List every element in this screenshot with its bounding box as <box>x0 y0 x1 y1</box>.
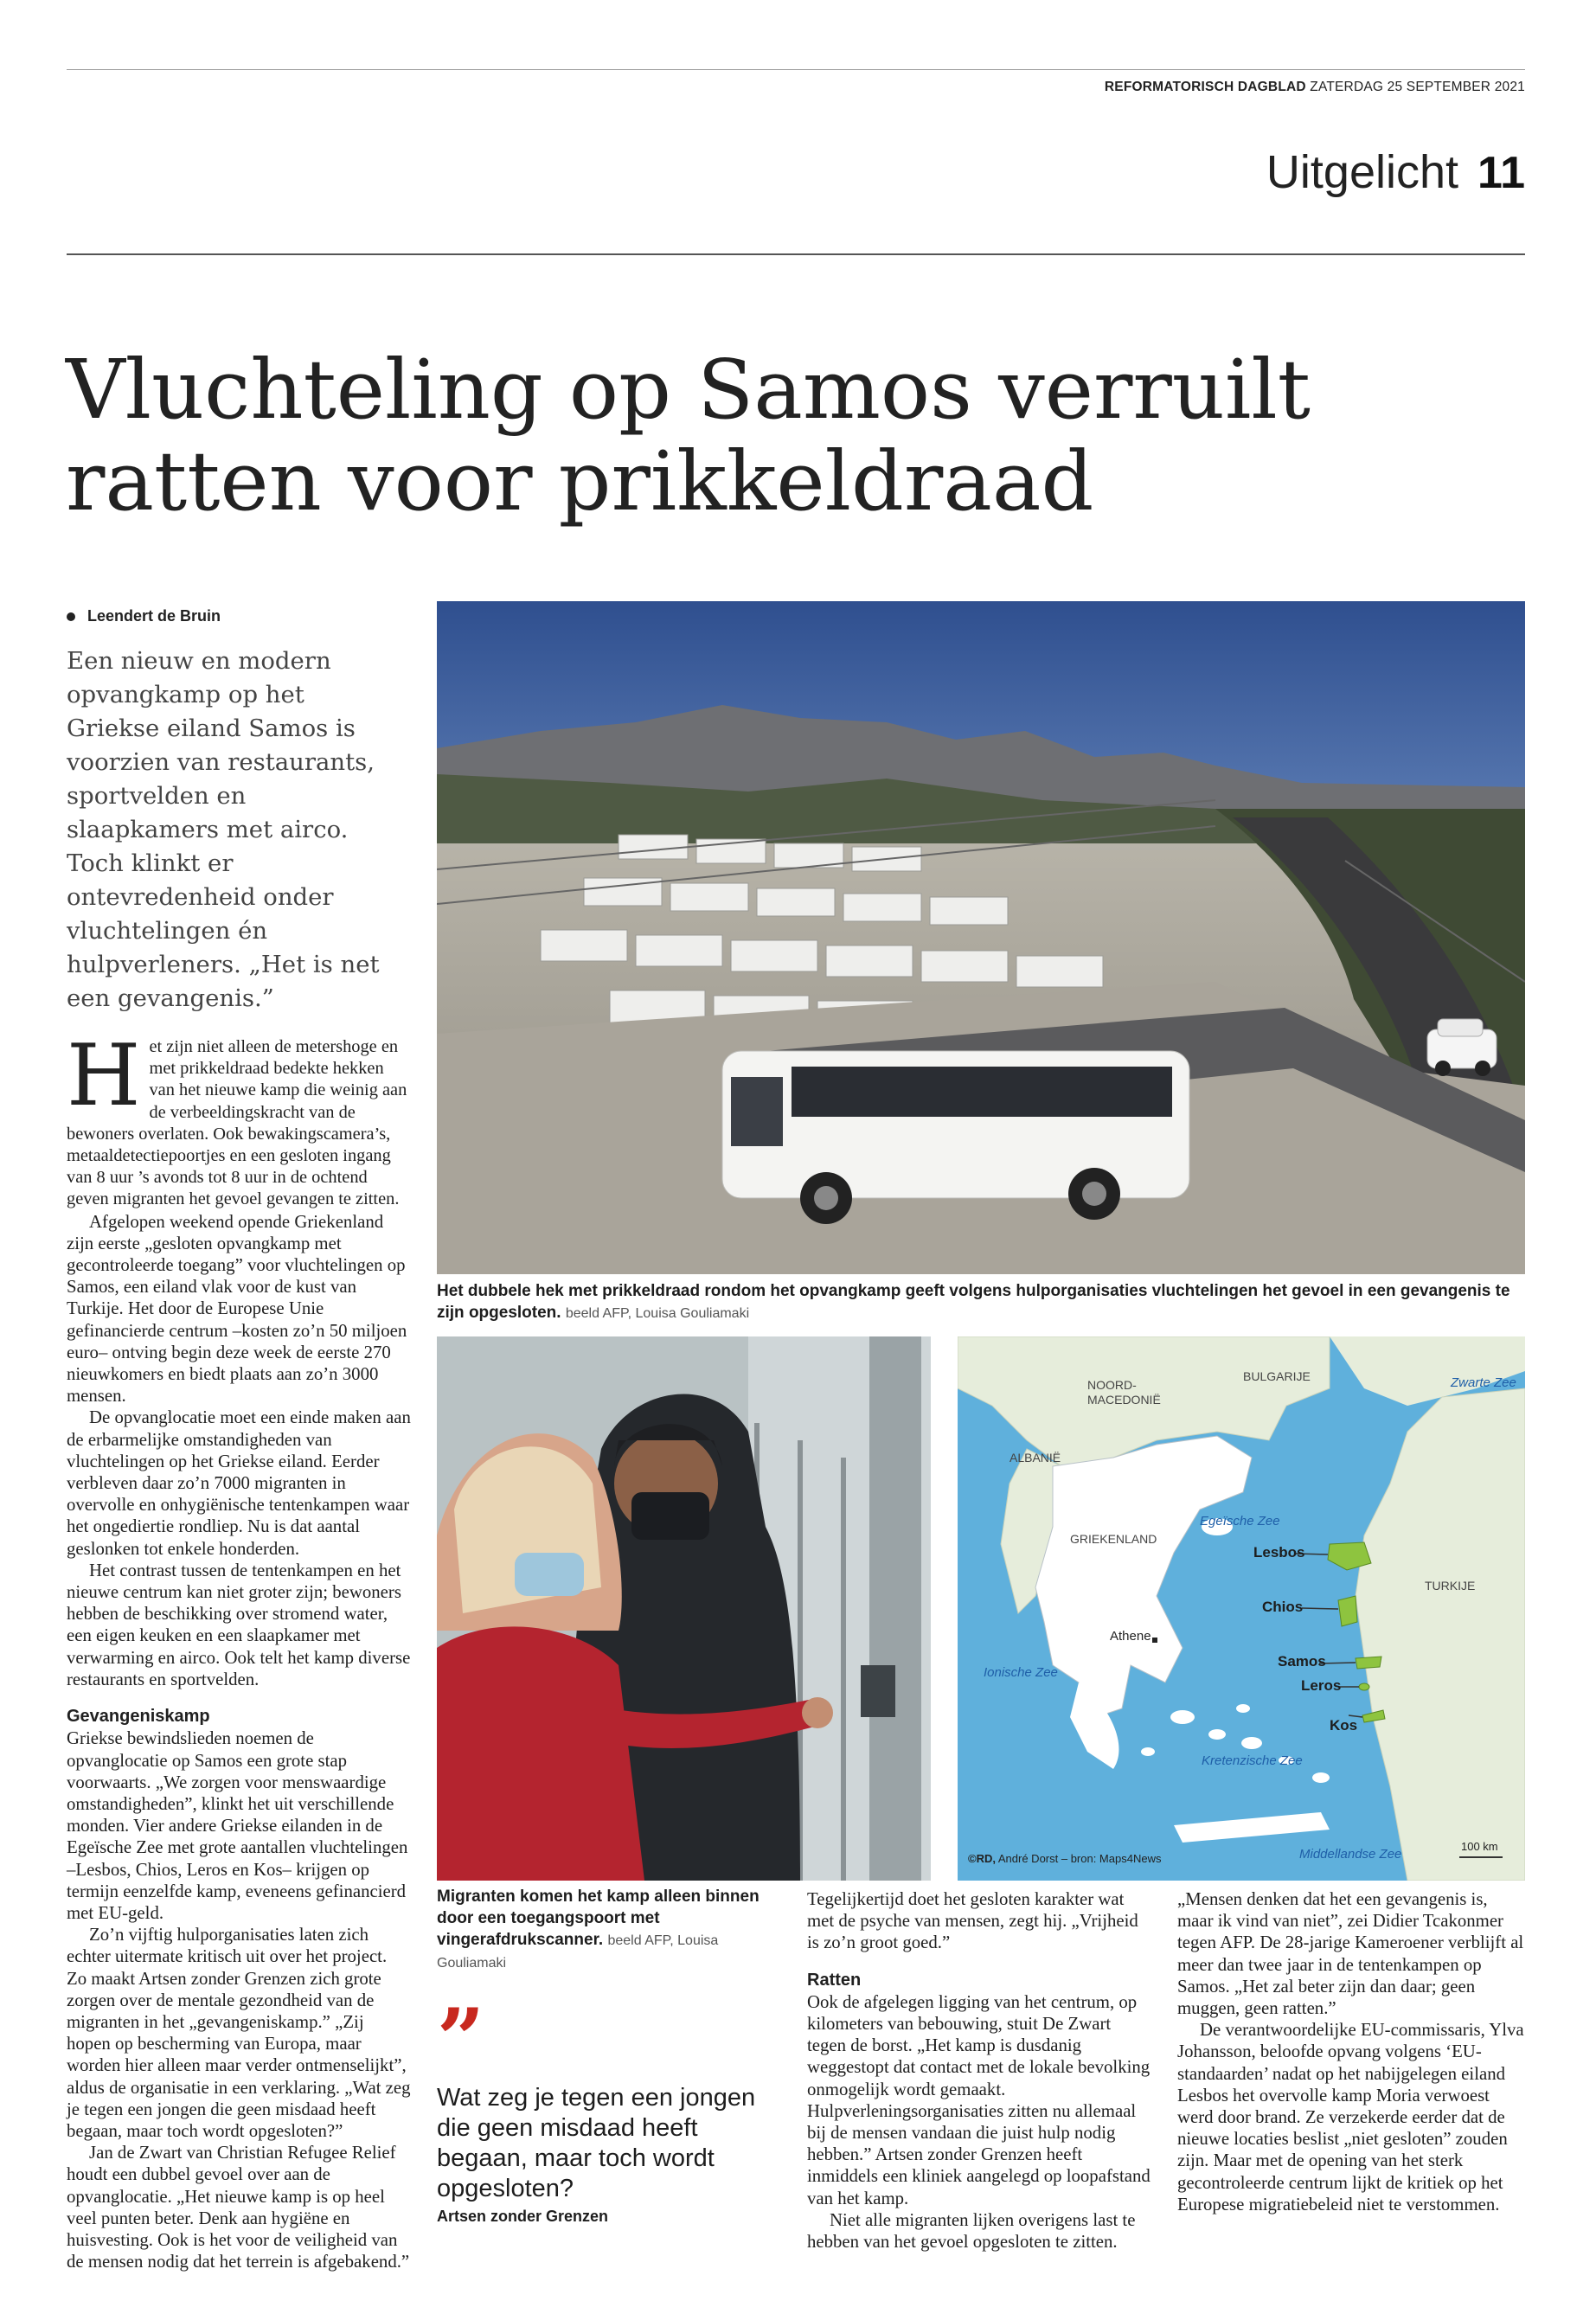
label-kos: Kos <box>1330 1717 1358 1734</box>
label-north-macedonia: NOORD- MACEDONIË <box>1087 1378 1161 1407</box>
body-column-4 <box>1177 1888 1525 2215</box>
label-aegean-sea: Egeïsche Zee <box>1200 1514 1280 1529</box>
scanner-photo <box>437 1336 931 1881</box>
main-photo-credit: beeld AFP, Louisa Gouliamaki <box>565 1306 750 1321</box>
subheading-gevangeniskamp: Gevangeniskamp <box>67 1707 210 1727</box>
map-credit: ©RD, André Dorst – bron: Maps4News <box>968 1852 1162 1865</box>
col1-paragraph-5: Griekse bewindslieden noemen de opvanglocatie op Samos een grote stap voorwaarts. „We zorgen voor menswaardige omstandigheden”, klinkt het uit verschillende monden. Vier andere Griekse eilanden in de Egeïsche Zee met grote aantallen vluchtelingen –Lesbos, Chios, Leros en Kos– krijgen op termijn eenzelfde kamp, eveneens gefinancierd met EU-geld. <box>67 1728 408 1923</box>
drop-cap: H <box>67 1027 141 1125</box>
scanner-photo-caption <box>437 1886 779 1974</box>
label-black-sea: Zwarte Zee <box>1451 1375 1516 1390</box>
chios-shape <box>1338 1596 1357 1626</box>
col1-paragraph-2: Afgelopen weekend opende Griekenland zijn eerste „gesloten opvangkamp met gecontroleerde toegang” voor vluchtelingen op Samos, een eiland vlak voor de kust van Turkije. Het door de Europese Unie gefinancierde centrum –kosten zo’n 50 miljoen euro– ontving begin deze week de eerste 270 nieuwkomers en biedt plaats aan zo’n 3000 mensen. <box>67 1211 407 1407</box>
bullet-icon <box>67 612 75 621</box>
page-number: 11 <box>1477 148 1525 198</box>
top-rule <box>67 69 1525 70</box>
quote-mark: ” <box>437 1990 485 2088</box>
label-leros: Leros <box>1301 1677 1342 1694</box>
main-caption-text: Het dubbele hek met prikkeldraad rondom het opvangkamp geeft volgens hulporganisaties vluchtelingen het gevoel in een gevangenis te zijn opgesloten. <box>437 1282 1510 1322</box>
label-albania: ALBANIË <box>1010 1451 1061 1465</box>
col4-paragraph-1: „Mensen denken dat het een gevangenis is, maar ik vind van niet”, zei Didier Tcakonmer tegen AFP. De 28-jarige Kameroener verblijft al meer dan twee jaar in de tentenkampen op Samos. „Het zal beter zijn dan daar; geen muggen, geen ratten.” <box>1177 1889 1524 2019</box>
col1-paragraph-1: et zijn niet alleen de metershoge en met prikkeldraad bedekte hekken van het nieuwe kamp die weinig aan de verbeeldingskracht van de bewoners overlaten. Ook bewakingscamera’s, metaaldetectiepoortjes en een gesloten ingang van 8 uur ’s avonds tot 8 uur in de ochtend geven migranten het gevoel gevangen te zitten. <box>67 1037 407 1209</box>
byline <box>67 607 221 625</box>
section-title: Uitgelicht <box>1266 146 1459 198</box>
scanner-photo-credit: beeld AFP, Louisa Gouliamaki <box>437 1933 719 1971</box>
author-name: Leendert de Bruin <box>87 607 221 625</box>
subheading-ratten: Ratten <box>807 1970 862 1990</box>
col3-paragraph-1: Tegelijkertijd doet het gesloten karakter wat met de psyche van mensen, zegt hij. „Vrijheid is zo’n groot goed.” <box>807 1889 1138 1953</box>
label-cretan-sea: Kretenzische Zee <box>1202 1753 1303 1768</box>
map-graphic <box>958 1336 1525 1881</box>
leros-shape <box>1359 1683 1369 1690</box>
label-lesbos: Lesbos <box>1253 1544 1305 1561</box>
main-photo <box>437 601 1525 1274</box>
col3-paragraph-2: Ook de afgelegen ligging van het centrum, op kilometers van bebouwing, stuit De Zwart tegen de borst. „Het kamp is dusdanig weggestopt dat contact met de lokale bevolking onmogelijk wordt gemaakt. Hulpverleningsorganisaties zitten nu allemaal bij de mensen vandaan die juist hulp nodig hebben.” Artsen zonder Grenzen heeft inmiddels een kliniek aangelegd op loopafstand van het kamp. <box>807 1991 1151 2208</box>
col1-paragraph-7: Jan de Zwart van Christian Refugee Relief houdt een dubbel gevoel over aan de opvanglocatie. „Het nieuwe kamp is op heel veel punten beter. Denk aan hygiëne en huisvesting. Ook is het voor de veiligheid van de mensen nodig dat het terrein is afgebakend.” <box>67 2143 410 2272</box>
label-turkey: TURKIJE <box>1425 1579 1476 1593</box>
label-greece: GRIEKENLAND <box>1070 1532 1157 1546</box>
col1-paragraph-4: Het contrast tussen de tentenkampen en het nieuwe centrum kan niet groter zijn; bewoners hebben de beschikking over stromend water, een eigen keuken en een slaapkamer met verwarming en airco. Ook telt het kamp diverse restaurants en sportvelden. <box>67 1560 411 1689</box>
masthead-line <box>1105 80 1525 95</box>
map-scale: 100 km <box>1461 1840 1498 1853</box>
label-bulgaria: BULGARIJE <box>1243 1369 1311 1383</box>
body-column-3 <box>807 1888 1151 2253</box>
col1-paragraph-3: De opvanglocatie moet een einde maken aan de erbarmelijke omstandigheden van vluchtelingen op het Griekse eiland. Eerder verbleven daar zo’n 7000 migranten in overvolle en onhygiënische tentenkampen waar het ongediertie rondliep. Nu is dat aantal geslonken tot enkele honderden. <box>67 1407 411 1559</box>
label-athens: Athene <box>1110 1629 1151 1644</box>
label-chios: Chios <box>1262 1599 1304 1615</box>
col1-paragraph-6: Zo’n vijftig hulporganisaties laten zich echter uitermate kritisch uit over het project. Zo maakt Artsen zonder Grenzen zich grote zorgen over de mentale gezondheid van de migranten in het „gevangeniskamp.” „Zij hopen op bescherming van Europa, maar worden hier alleen maar verder ontmenselijkt”, aldus de organisatie in een verklaring. „Wat zeg je tegen een jongen die geen misdaad heeft begaan, maar toch wordt opgesloten?” <box>67 1925 411 2141</box>
publication-date: ZATERDAG 25 SEPTEMBER 2021 <box>1310 80 1525 94</box>
intro-paragraph: Een nieuw en modern opvangkamp op het Griekse eiland Samos is voorzien van restaurants, sportvelden en slaapkamers met airco. Toch klinkt er ontevredenheid onder vluchtelingen én hulpverleners. „Het is net een gevangenis.” <box>67 647 380 1012</box>
publication-name: REFORMATORISCH DAGBLAD <box>1104 80 1306 94</box>
pull-quote: Wat zeg je tegen een jongen die geen misdaad heeft begaan, maar toch wordt opgesloten? <box>437 2084 756 2202</box>
label-mediterranean: Middellandse Zee <box>1299 1847 1402 1862</box>
pull-quote-source: Artsen zonder Grenzen <box>437 2208 609 2225</box>
body-column-1 <box>67 1027 411 2272</box>
scanner-photo-illustration <box>437 1336 931 1881</box>
headline <box>66 344 1363 528</box>
headline-line-2: ratten voor prikkeldraad <box>66 434 1094 529</box>
scanner-caption-text: Migranten komen het kamp alleen binnen door een toegangspoort met vingerafdrukscanner. <box>437 1888 760 1949</box>
col4-paragraph-2: De verantwoordelijke EU-commissaris, Ylva Johansson, beloofde opvang volgens ‘EU-standaarden’ nadat op het nabijgelegen eiland Lesbos het overvolle kamp Moria verwoest werd door brand. Ze verzekerde eerder dat de nieuwe locaties beslist „niet gesloten” zouden zijn. Maar met de opening van het sterk gecontroleerde centrum lijkt de kritiek op het Europese migratiebeleid niet te verstommen. <box>1177 2020 1524 2214</box>
main-photo-caption <box>437 1280 1527 1324</box>
label-ionian-sea: Ionische Zee <box>984 1665 1058 1680</box>
col3-paragraph-3: Niet alle migranten lijken overigens last te hebben van het gevoel opgesloten te zitten. <box>807 2209 1136 2253</box>
greece-map <box>958 1336 1525 1881</box>
section-header <box>1266 145 1525 197</box>
headline-line-1: Vluchteling op Samos verruilt <box>66 343 1311 438</box>
label-samos: Samos <box>1278 1653 1326 1670</box>
samos-shape <box>1356 1657 1381 1669</box>
header-rule <box>67 253 1525 255</box>
camp-photo-illustration <box>437 601 1525 1274</box>
